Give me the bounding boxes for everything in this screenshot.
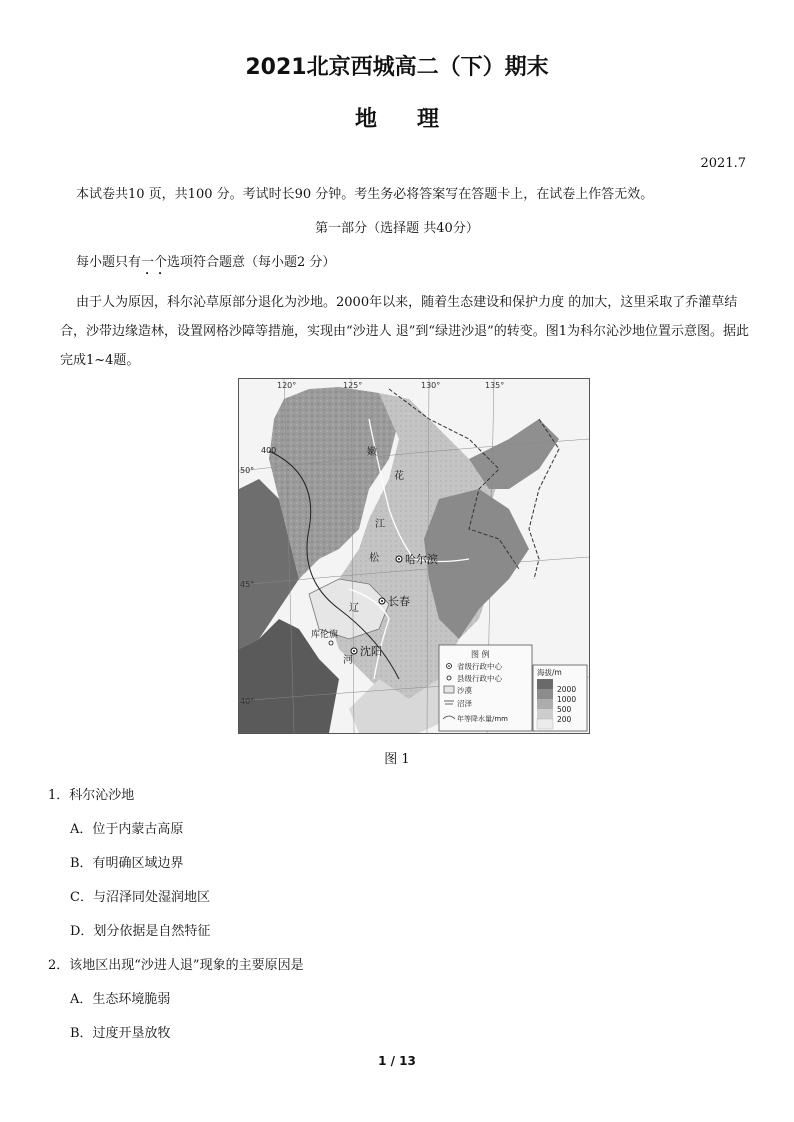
subject-title: 地理	[354, 107, 479, 132]
elevation-legend	[533, 665, 587, 731]
elevation-swatch-2	[537, 689, 553, 699]
lon-label-125: 125°	[343, 381, 363, 390]
kerqin-sandy-land-map	[238, 378, 590, 734]
lat-label-50: 50°	[240, 466, 255, 475]
river-label-hua: 花	[394, 471, 404, 482]
legend-swamp: 沼泽	[457, 699, 472, 708]
elevation-level-200: 200	[557, 715, 572, 724]
city-label-kulun: 库伦旗	[311, 630, 339, 640]
question-1-stem: 1．科尔沁沙地	[48, 788, 135, 803]
instruction-before: 每小题只有	[76, 255, 142, 270]
legend-county-icon	[447, 676, 451, 680]
river-label-song: 松	[369, 553, 379, 564]
legend-provincial: 省级行政中心	[457, 662, 502, 671]
lon-label-120: 120°	[277, 381, 297, 390]
instruction	[60, 249, 750, 278]
instruction-emphasis: 一个	[141, 255, 168, 270]
figure-caption: 图 1	[384, 752, 410, 767]
question-2-option-b: B．过度开垦放牧	[70, 1026, 171, 1041]
map-legend	[439, 645, 532, 731]
legend-title: 图 例	[471, 650, 490, 659]
instruction-after: 选项符合题意（每小题2 分）	[167, 255, 336, 270]
question-1-option-c: C．与沼泽同处湿润地区	[70, 890, 210, 905]
exam-date: 2021.7	[700, 156, 746, 171]
part-title: 第一部分（选择题 共40分）	[315, 221, 479, 236]
river-label-nen: 嫩	[367, 447, 377, 458]
passage: 由于人为原因，科尔沁草原部分退化为沙地。2000年以来，随着生态建设和保护力度 的加大，这里采取了乔灌草结合，沙带边缘造林，设置网格沙障等措施，实现由“沙进人 退”到“绿进沙退”的转变。图1为科尔沁沙地位置示意图。据此完成1~4题。	[60, 295, 749, 368]
city-marker-kulun	[329, 641, 333, 645]
elevation-swatch-5	[537, 719, 553, 729]
legend-sand-icon	[444, 686, 454, 693]
city-label-changchun: 长春	[388, 595, 410, 608]
page-number: 1 / 13	[378, 1054, 416, 1068]
river-label-jiang-1: 江	[375, 519, 385, 530]
question-2-stem: 2．该地区出现“沙进人退”现象的主要原因是	[48, 958, 304, 973]
lon-label-130: 130°	[421, 381, 441, 390]
city-label-harbin: 哈尔滨	[405, 553, 438, 566]
legend-isohyet: 年等降水量/mm	[457, 715, 508, 723]
elevation-legend-title: 海拔/m	[537, 668, 562, 677]
elevation-level-500: 500	[557, 705, 572, 714]
lat-label-45: 45°	[240, 580, 255, 589]
legend-sand: 沙漠	[457, 686, 472, 695]
elevation-swatch-4	[537, 709, 553, 719]
lon-label-135: 135°	[485, 381, 505, 390]
river-label-he: 河	[343, 655, 353, 666]
city-label-shenyang: 沈阳	[360, 645, 382, 658]
question-1-option-a: A．位于内蒙古高原	[70, 822, 184, 837]
question-1-option-d: D．划分依据是自然特征	[70, 924, 211, 939]
exam-intro: 本试卷共10 页，共100 分。考试时长90 分钟。考生务必将答案写在答题卡上，在试卷上作答无效。	[76, 187, 654, 202]
river-label-liao: 辽	[349, 603, 359, 614]
elevation-swatch-1	[537, 679, 553, 689]
legend-county: 县级行政中心	[457, 674, 502, 683]
question-2-option-a: A．生态环境脆弱	[70, 992, 171, 1007]
question-1-option-b: B．有明确区域边界	[70, 856, 184, 871]
elevation-level-2000: 2000	[557, 685, 577, 694]
map-svg	[239, 379, 589, 733]
isohyet-label: 400	[261, 446, 277, 455]
elevation-swatch-3	[537, 699, 553, 709]
lat-label-40: 40°	[240, 697, 255, 706]
exam-title: 2021北京西城高二（下）期末	[245, 55, 549, 80]
elevation-level-1000: 1000	[557, 695, 577, 704]
